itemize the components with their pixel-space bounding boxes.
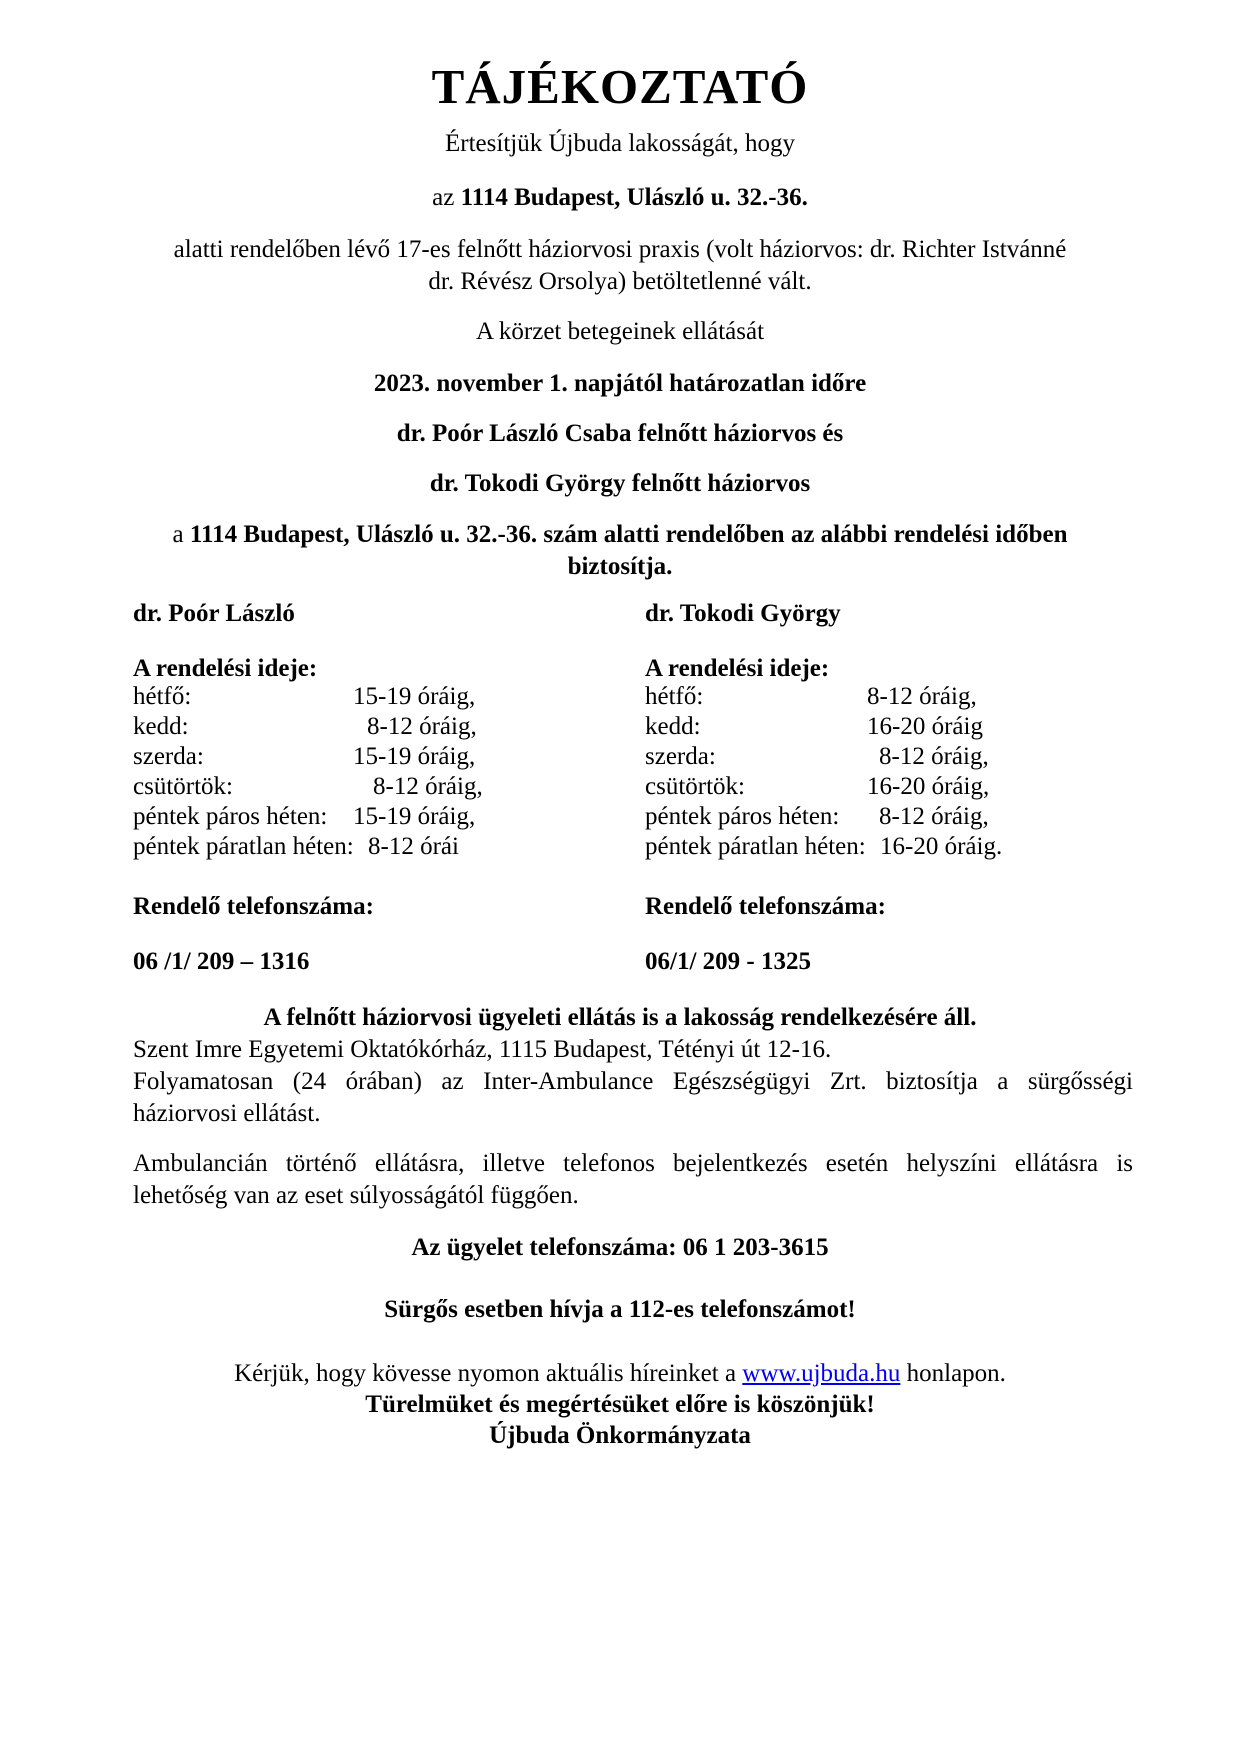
- schedule-time: 16-20 óráig: [867, 713, 983, 740]
- address-line: [0, 184, 1240, 212]
- follow-line: [0, 1360, 1240, 1388]
- schedule-time: 8-12 órái: [368, 833, 459, 860]
- schedule-day: péntek páratlan héten:: [645, 833, 866, 860]
- column-doctor-name: dr. Poór László: [133, 600, 295, 627]
- intro-line: Értesítjük Újbuda lakosságát, hogy: [445, 130, 795, 157]
- website-link[interactable]: www.ujbuda.hu: [742, 1360, 901, 1387]
- date-line: 2023. november 1. napjától határozatlan időre: [373, 370, 867, 397]
- schedule-time: 8-12 óráig,: [373, 773, 483, 800]
- phone-number: 06 /1/ 209 – 1316: [133, 948, 310, 975]
- address2-text: 1114 Budapest, Ulászló u. 32.-36.: [189, 521, 538, 548]
- address2-suffix: szám alatti rendelőben az alábbi rendelési időben: [537, 521, 1068, 548]
- practice-paragraph-line-1: alatti rendelőben lévő 17-es felnőtt háziorvosi praxis (volt háziorvos: dr. Richter Istvánné: [173, 236, 1067, 263]
- duty-paragraph1-line2: háziorvosi ellátást.: [133, 1100, 321, 1127]
- follow-prefix: Kérjük, hogy kövesse nyomon aktuális híreinket a: [234, 1360, 743, 1387]
- duty-phone: Az ügyelet telefonszáma: 06 1 203-3615: [411, 1234, 829, 1261]
- schedule-time: 8-12 óráig,: [879, 743, 989, 770]
- schedule-day: péntek páros héten:: [133, 803, 328, 830]
- thanks-line: Türelmüket és megértésüket előre is köszönjük!: [365, 1391, 875, 1418]
- doctor1-line: dr. Poór László Csaba felnőtt háziorvos és: [396, 420, 844, 447]
- emergency-notice: Sürgős esetben hívja a 112-es telefonszámot!: [384, 1296, 856, 1323]
- schedule-day: szerda:: [133, 743, 204, 770]
- signature: Újbuda Önkormányzata: [489, 1422, 751, 1449]
- schedule-day: péntek páratlan héten:: [133, 833, 354, 860]
- schedule-day: hétfő:: [133, 683, 192, 710]
- schedule-day: csütörtök:: [645, 773, 745, 800]
- duty-paragraph1-line1: Folyamatosan (24 órában) az Inter-Ambulance Egészségügyi Zrt. biztosítja a sürgősségi: [133, 1068, 1133, 1095]
- duty-paragraph2-line1: Ambulancián történő ellátásra, illetve telefonos bejelentkezés esetén helyszíni ellátásra is: [133, 1150, 1133, 1177]
- duty-heading: A felnőtt háziorvosi ügyeleti ellátás is a lakosság rendelkezésére áll.: [263, 1004, 977, 1031]
- district-line: A körzet betegeinek ellátását: [475, 318, 765, 345]
- schedule-day: péntek páros héten:: [645, 803, 840, 830]
- schedule-time: 15-19 óráig,: [353, 803, 476, 830]
- duty-paragraph2-line2: lehetőség van az eset súlyosságától függően.: [133, 1182, 579, 1209]
- hours-label: A rendelési ideje:: [133, 655, 318, 682]
- provides-line: biztosítja.: [567, 553, 673, 580]
- schedule-day: csütörtök:: [133, 773, 233, 800]
- schedule-day: szerda:: [645, 743, 716, 770]
- follow-suffix: honlapon.: [900, 1360, 1006, 1387]
- address2-line: [0, 521, 1240, 549]
- schedule-time: 16-20 óráig,: [867, 773, 990, 800]
- address2-prefix: a: [172, 521, 190, 548]
- hours-label: A rendelési ideje:: [645, 655, 830, 682]
- schedule-day: kedd:: [133, 713, 189, 740]
- address-text: 1114 Budapest, Ulászló u. 32.-36.: [460, 184, 808, 211]
- schedule-day: kedd:: [645, 713, 701, 740]
- column-doctor-name: dr. Tokodi György: [645, 600, 841, 627]
- schedule-time: 15-19 óráig,: [353, 683, 476, 710]
- phone-label: Rendelő telefonszáma:: [133, 893, 374, 920]
- doctor2-line: dr. Tokodi György felnőtt háziorvos: [429, 470, 811, 497]
- duty-hospital: Szent Imre Egyetemi Oktatókórház, 1115 Budapest, Tétényi út 12-16.: [133, 1036, 832, 1063]
- schedule-time: 8-12 óráig,: [867, 683, 977, 710]
- phone-label: Rendelő telefonszáma:: [645, 893, 886, 920]
- page-title: TÁJÉKOZTATÓ: [431, 59, 809, 114]
- schedule-time: 8-12 óráig,: [879, 803, 989, 830]
- schedule-time: 8-12 óráig,: [367, 713, 477, 740]
- practice-paragraph-line-2: dr. Révész Orsolya) betöltetlenné vált.: [428, 268, 812, 295]
- schedule-time: 15-19 óráig,: [353, 743, 476, 770]
- schedule-time: 16-20 óráig.: [880, 833, 1003, 860]
- phone-number: 06/1/ 209 - 1325: [645, 948, 811, 975]
- address-prefix: az: [432, 184, 461, 211]
- schedule-day: hétfő:: [645, 683, 704, 710]
